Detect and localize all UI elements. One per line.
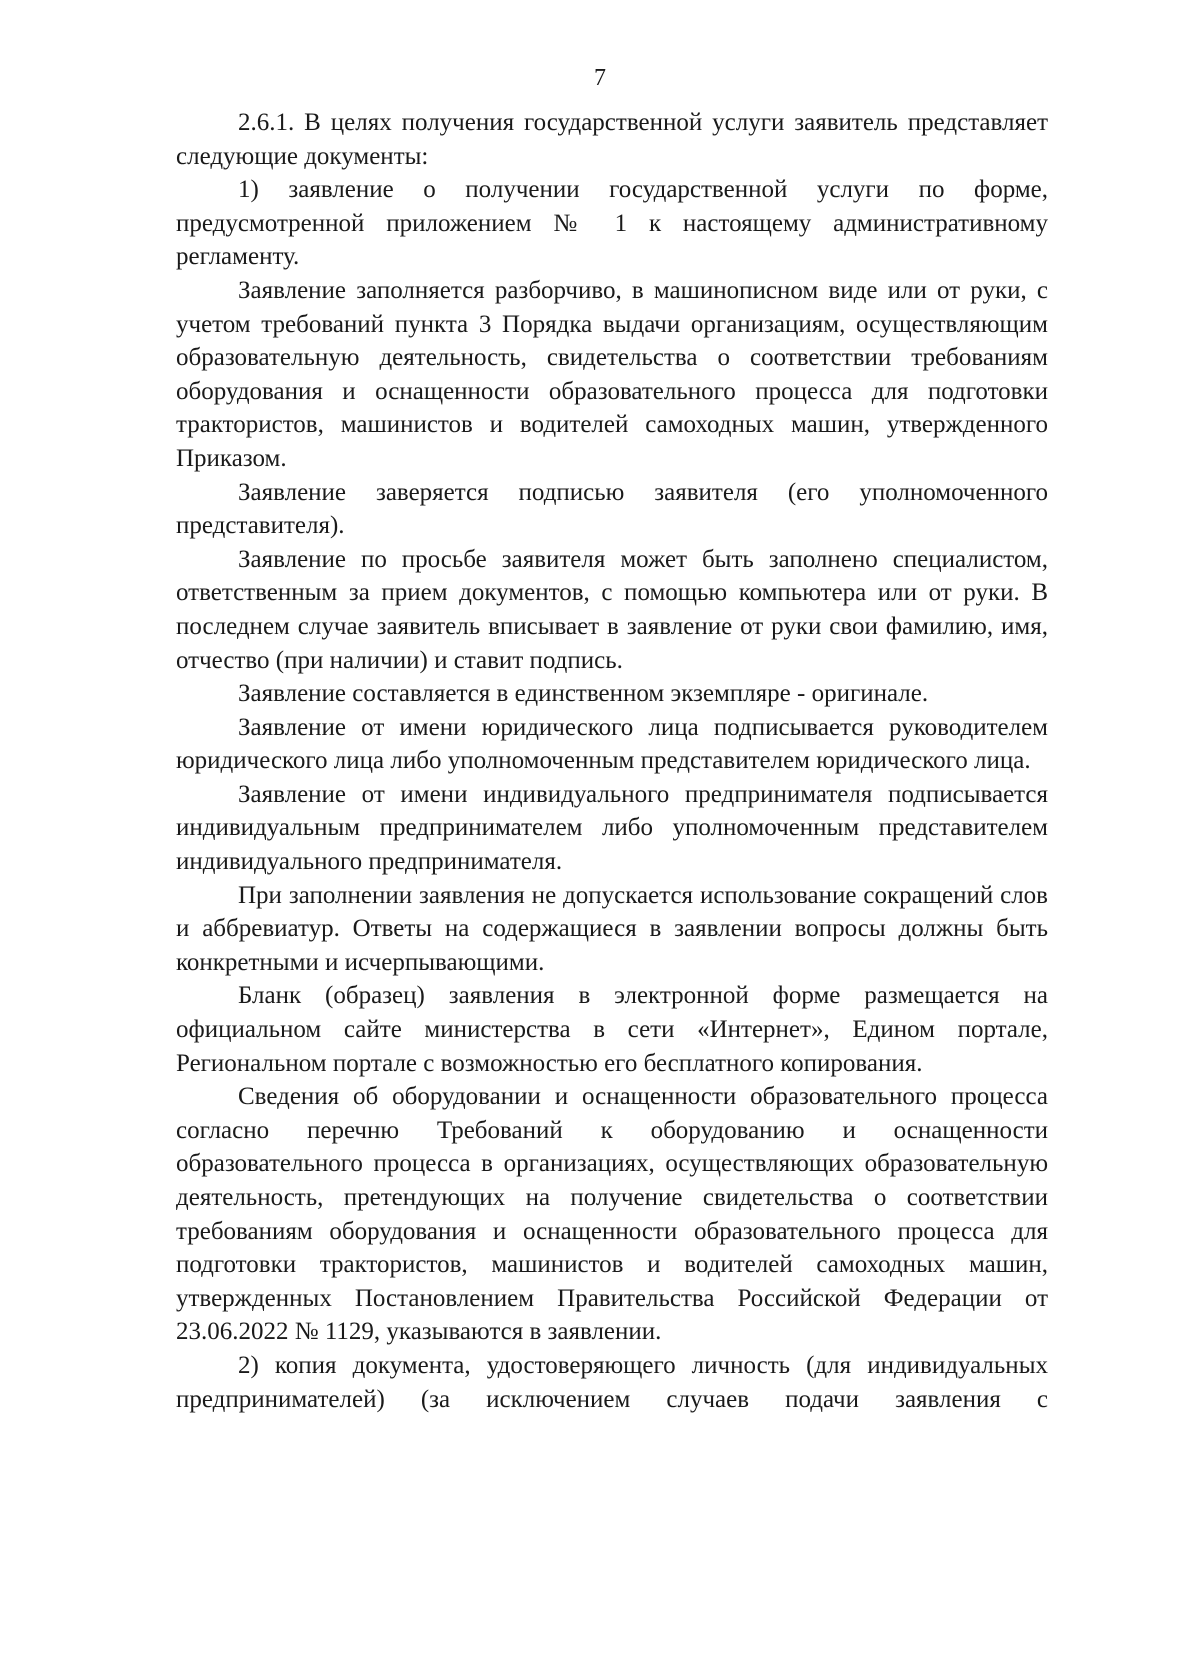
paragraph-item-1-application: 1) заявление о получении государственной услуги по форме, предусмотренной приложением № 1 к настоящему административному регламенту. (176, 176, 1048, 271)
paragraph-no-abbreviations: При заполнении заявления не допускается использование сокращений слов и аббревиатур. Ответы на содержащиеся в заявлении вопросы должны быть конкретными и исчерпывающими. (176, 881, 1048, 976)
paragraph-filled-by-specialist: Заявление по просьбе заявителя может быть заполнено специалистом, ответственным за прием документов, с помощью компьютера или от руки. В последнем случае заявитель вписывает в заявление от руки свои фамилию, имя, отчество (при наличии) и ставит подпись. (176, 545, 1048, 674)
paragraph-item-2-identity-copy: 2) копия документа, удостоверяющего личность (для индивидуальных предпринимателей) (за исключением случаев подачи заявления с (176, 1351, 1048, 1413)
paragraph-individual-entrepreneur: Заявление от имени индивидуального предпринимателя подписывается индивидуальным предпринимателем либо уполномоченным представителем индивидуального предпринимателя. (176, 780, 1048, 876)
paragraph-filling-requirements: Заявление заполняется разборчиво, в машинописном виде или от руки, с учетом требований пункта 3 Порядка выдачи организациям, осуществляющим образовательную деятельность, свидетельства о соответствии требованиям оборудования и оснащенности образовательного процесса для подготовки трактористов, машинистов и водителей самоходных машин, утвержденного Приказом. (176, 276, 1048, 472)
paragraph-signature: Заявление заверяется подписью заявителя (его уполномоченного представителя). (176, 478, 1048, 540)
paragraph-equipment-info: Сведения об оборудовании и оснащенности образовательного процесса согласно перечню Требований к оборудованию и оснащенности образовательного процесса в организациях, осуществляющих образовательную деятельность, претендующих на получение свидетельства о соответствии требованиям оборудования и оснащенности образовательного процесса для подготовки трактористов, машинистов и водителей самоходных машин, утвержденных Постановлением Правительства Российской Федерации от 23.06.2022 № 1129, указываются в заявлении. (176, 1083, 1048, 1346)
paragraph-2-6-1: 2.6.1. В целях получения государственной услуги заявитель представляет следующие документы: (176, 109, 1048, 170)
paragraph-legal-entity: Заявление от имени юридического лица подписывается руководителем юридического лица либо уполномоченным представителем юридического лица. (176, 713, 1048, 775)
paragraph-form-template: Бланк (образец) заявления в электронной форме размещается на официальном сайте министерства в сети «Интернет», Едином портале, Региональном портале с возможностью его бесплатного копирования. (176, 982, 1048, 1077)
document-body (176, 106, 1048, 1416)
paragraph-single-copy: Заявление составляется в единственном экземпляре - оригинале. (238, 680, 929, 708)
page-number: 7 (594, 65, 606, 91)
